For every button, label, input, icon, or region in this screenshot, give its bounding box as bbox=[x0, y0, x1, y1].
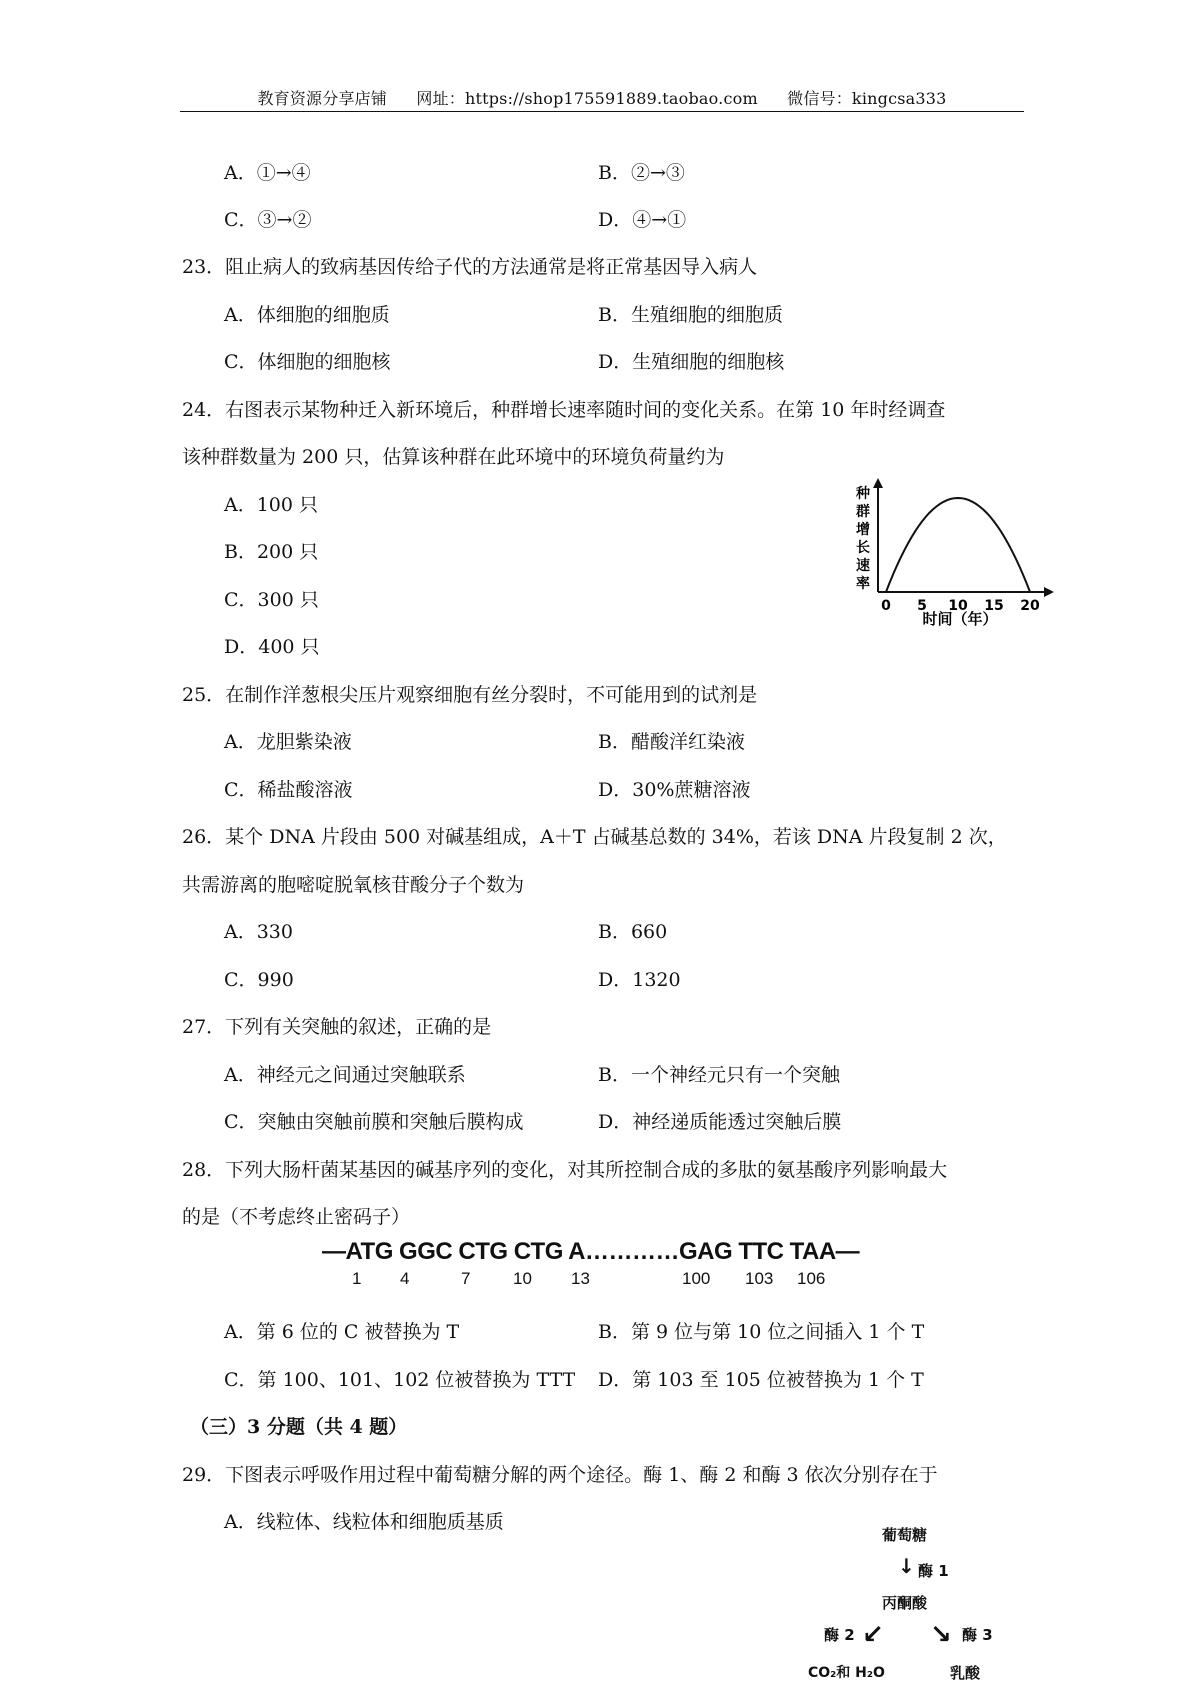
q22-option-d: D．④→① bbox=[598, 209, 687, 231]
q23-option-c: C．体细胞的细胞核 bbox=[224, 351, 391, 373]
q22-option-a: A．①→④ bbox=[224, 162, 311, 184]
q28-stem-line1: 28．下列大肠杆菌某基因的碱基序列的变化，对其所控制合成的多肽的氨基酸序列影响最大 bbox=[182, 1159, 948, 1181]
x-tick-label: 0 bbox=[881, 598, 891, 614]
arrow-down-left-icon: ↙ bbox=[862, 1620, 884, 1650]
q28-stem-line2: 的是（不考虑终止密码子） bbox=[182, 1206, 411, 1228]
q25-option-a: A．龙胆紫染液 bbox=[224, 731, 352, 753]
q27-option-c: C．突触由突触前膜和突触后膜构成 bbox=[224, 1111, 524, 1133]
x-tick-label: 15 bbox=[984, 598, 1004, 614]
q23-option-a: A．体细胞的细胞质 bbox=[224, 304, 390, 326]
q25-option-d: D．30%蔗糖溶液 bbox=[598, 779, 751, 801]
q24-option-c: C．300 只 bbox=[224, 589, 319, 611]
header-rule bbox=[180, 111, 1024, 112]
q25-option-b: B．醋酸洋红染液 bbox=[598, 731, 745, 753]
chart-ylabel bbox=[855, 485, 870, 592]
y-axis-arrow bbox=[873, 478, 883, 488]
y-label-char: 速 bbox=[856, 558, 870, 574]
seq-position: 103 bbox=[745, 1269, 774, 1288]
q26-stem-line1: 26．某个 DNA 片段由 500 对碱基组成，A＋T 占碱基总数的 34%，若该 DNA 片段复制 2 次， bbox=[182, 826, 1007, 848]
lactic-acid-label: 乳酸 bbox=[950, 1664, 981, 1682]
seq-position: 4 bbox=[400, 1269, 410, 1288]
respiration-diagram bbox=[790, 1520, 1030, 1695]
q22-option-b: B．②→③ bbox=[598, 162, 685, 184]
y-label-char: 增 bbox=[856, 522, 870, 538]
chart-xlabel: 时间（年） bbox=[922, 610, 998, 626]
q28-option-a: A．第 6 位的 C 被替换为 T bbox=[224, 1321, 460, 1343]
q28-option-b: B．第 9 位与第 10 位之间插入 1 个 T bbox=[598, 1321, 925, 1343]
q26-stem-line2: 共需游离的胞嘧啶脱氧核苷酸分子个数为 bbox=[182, 874, 525, 896]
y-label-char: 率 bbox=[856, 576, 870, 592]
x-tick-label: 10 bbox=[948, 598, 968, 614]
seq-position: 7 bbox=[461, 1269, 471, 1288]
y-label-char: 群 bbox=[856, 504, 870, 520]
arrow-down-icon: ↓ bbox=[898, 1554, 915, 1578]
q28-option-c: C．第 100、101、102 位被替换为 TTT bbox=[224, 1369, 576, 1391]
q23-option-b: B．生殖细胞的细胞质 bbox=[598, 304, 783, 326]
page-header bbox=[180, 86, 1024, 109]
seq-position: 100 bbox=[682, 1269, 711, 1288]
x-tick-label: 5 bbox=[917, 598, 927, 614]
q26-option-a: A．330 bbox=[224, 921, 293, 943]
glucose-label: 葡萄糖 bbox=[882, 1526, 928, 1544]
q24-option-a: A．100 只 bbox=[224, 494, 319, 516]
q29-stem: 29．下图表示呼吸作用过程中葡萄糖分解的两个途径。酶 1、酶 2 和酶 3 依次分别存在于 bbox=[182, 1464, 938, 1486]
co2-h2o-label: CO₂和 H₂O bbox=[808, 1665, 885, 1681]
enzyme1-label: 酶 1 bbox=[918, 1562, 949, 1580]
arrow-down-right-icon: ↘ bbox=[930, 1620, 952, 1650]
enzyme3-label: 酶 3 bbox=[962, 1626, 993, 1644]
q24-option-b: B．200 只 bbox=[224, 541, 319, 563]
seq-position: 1 bbox=[352, 1269, 362, 1288]
q24-stem-line1: 24．右图表示某物种迁入新环境后，种群增长速率随时间的变化关系。在第 10 年时经调查 bbox=[182, 399, 946, 421]
header-shop: 教育资源分享店铺 bbox=[257, 89, 388, 108]
q29-option-a: A．线粒体、线粒体和细胞质基质 bbox=[224, 1511, 504, 1533]
header-wechat: 微信号：kingcsa333 bbox=[787, 89, 947, 108]
q28-option-d: D．第 103 至 105 位被替换为 1 个 T bbox=[598, 1369, 924, 1391]
q26-option-b: B．660 bbox=[598, 921, 668, 943]
q23-option-d: D．生殖细胞的细胞核 bbox=[598, 351, 785, 373]
seq-position: 106 bbox=[797, 1269, 826, 1288]
growth-curve bbox=[886, 498, 1030, 592]
q27-stem: 27．下列有关突触的叙述，正确的是 bbox=[182, 1016, 492, 1038]
x-tick-label: 20 bbox=[1020, 598, 1040, 614]
header-website: 网址：https://shop175591889.taobao.com bbox=[416, 89, 758, 108]
seq-position: 13 bbox=[571, 1269, 590, 1288]
q27-option-a: A．神经元之间通过突触联系 bbox=[224, 1064, 466, 1086]
q24-option-d: D．400 只 bbox=[224, 636, 320, 658]
growth-rate-chart bbox=[840, 478, 1080, 626]
q24-stem-line2: 该种群数量为 200 只，估算该种群在此环境中的环境负荷量约为 bbox=[182, 446, 725, 468]
seq-position: 10 bbox=[513, 1269, 532, 1288]
q22-option-c: C．③→② bbox=[224, 209, 312, 231]
q25-option-c: C．稀盐酸溶液 bbox=[224, 779, 353, 801]
section-heading: （三）3 分题（共 4 题） bbox=[190, 1416, 408, 1438]
x-axis-arrow bbox=[1044, 587, 1054, 597]
q26-option-c: C．990 bbox=[224, 969, 294, 991]
q25-stem: 25．在制作洋葱根尖压片观察细胞有丝分裂时，不可能用到的试剂是 bbox=[182, 684, 758, 706]
enzyme2-label: 酶 2 bbox=[824, 1626, 855, 1644]
dna-sequence: —ATG GGC CTG CTG A…………GAG TTC TAA— bbox=[322, 1238, 860, 1265]
y-label-char: 长 bbox=[856, 540, 870, 556]
q26-option-d: D．1320 bbox=[598, 969, 681, 991]
q27-option-b: B．一个神经元只有一个突触 bbox=[598, 1064, 840, 1086]
y-label-char: 种 bbox=[856, 486, 870, 502]
pyruvate-label: 丙酮酸 bbox=[882, 1594, 928, 1612]
q27-option-d: D．神经递质能透过突触后膜 bbox=[598, 1111, 842, 1133]
q23-stem: 23．阻止病人的致病基因传给子代的方法通常是将正常基因导入病人 bbox=[182, 256, 758, 278]
